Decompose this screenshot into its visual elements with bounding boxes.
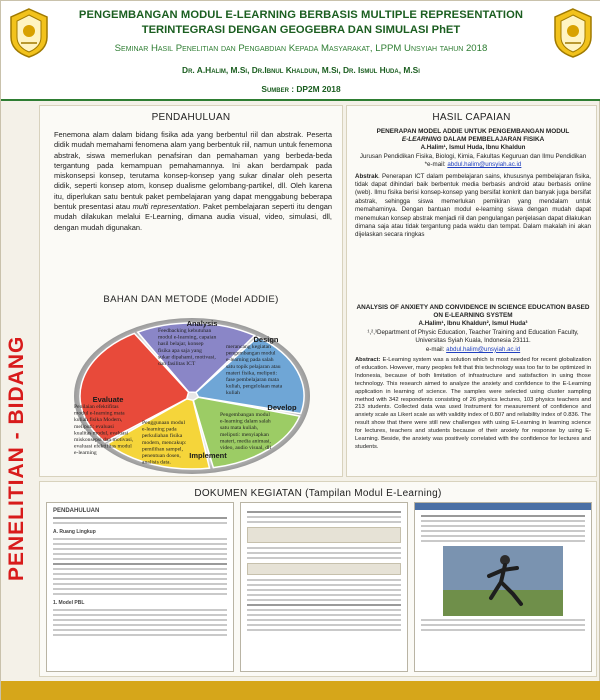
- doc1-heading: PENDAHULUAN: [53, 508, 100, 514]
- side-banner-label: PENELITIAN - BIDANG: [5, 335, 28, 581]
- poster-header: [1, 1, 600, 101]
- paper2-authors: A.Halim¹, Ibnu Khaldun², Ismul Huda³: [418, 320, 528, 328]
- paper2-title: ANALYSIS OF ANXIETY AND CONVIDENCE IN SCIENCE EDUCATION BASED ON E-LEARNING SYSTEM: [356, 304, 590, 320]
- paper1-email-label: *e-mail:: [424, 161, 448, 169]
- method-title: BAHAN DAN METODE (Model ADDIE): [103, 294, 279, 305]
- paper1-abstract-label: Abstrak: [355, 172, 379, 180]
- paper2-abstract-label: Abstract:: [355, 357, 381, 364]
- doc2-table-image: [247, 563, 401, 575]
- paper1-abstract-text: . Penerapan ICT dalam pembelajaran sains, khususnya pembelajaran fisika, tidak dapat dihindari baik berbentuk media berbasis android atau berbasis online (web). Ilmu fisika berisi konsep-konsep yang bersifat konkrit dan banyak juga bersifat abstrak, sehingga siswa memerlukan pemikiran yang mendalam untuk memahaminya. Dengan bantuan modul e-learning siswa dengan mudah dapat menemukan konsep abstrak menjadi riil dan pengulangan penjelasan dapat dilakukan dimana saja atau tidak tergantung pada waktu dan tempat. Dalam makalah ini akan dijelaskan secara ringkas: [355, 172, 591, 239]
- poster-title-line1: PENGEMBANGAN MODUL E-LEARNING BERBASIS MULTIPLE REPRESENTATION: [78, 9, 524, 21]
- addie-label-implement: Implement: [189, 451, 227, 460]
- poster-funding: Sumber : DP2M 2018: [261, 84, 341, 94]
- poster-subtitle: Seminar Hasil Penelitian dan Pengabdian Kepada Masyarakat, LPPM Unsyiah tahun 2018: [114, 43, 488, 54]
- paper1-email-line: [355, 161, 591, 169]
- addie-label-evaluate: Evaluate: [92, 395, 124, 404]
- addie-text-implement: Penggunaan modul e-learning pada perkuliahan fisika modern, mencakup: pemilihan sampel, penentuan dosen, analisis data.: [142, 420, 187, 466]
- paper2-block: [355, 304, 591, 452]
- paper2-email-line: [355, 346, 591, 354]
- intro-text-part1: Fenemona alam dalam bidang fisika ada yang berbentul riil dan abstrak. Peserta didik mudah memahami fenomena alam yang berbentuk riil, namun untuk fenemona abstrak, siswa memerlukan penafsiran dan pemahaman yang berbeda-beda tergantung pada kemampuan pemahamannya. Ini akan berdampak pada miskonsepsi konsep, terutama konsep-konsep yang sukar dinalar oleh peserta didik, seperti konsep atom, konsep dualisme gelombang-partikel, dll. Oleh karena itu, diperlukan satu bentuk paket pembelajaran yang dapat menggabung beberapa bentuk presentasi atau: [54, 130, 332, 212]
- document-screenshots: [46, 502, 592, 674]
- doc3-runner-photo: [443, 546, 563, 616]
- addie-label-analysis: Analysis: [186, 319, 218, 328]
- paper1-block: [355, 128, 591, 240]
- doc2-graph-image: [247, 527, 401, 543]
- doc-screenshot-3: [414, 502, 592, 672]
- paper2-email-label: e-mail:: [425, 345, 447, 353]
- intro-method-panel: [39, 105, 343, 477]
- paper1-title-italic: E-LEARNING: [401, 136, 442, 144]
- paper2-affiliation: ¹,²,³Department of Physic Education, Teacher Training and Education Faculty, Universitas Syiah Kuala, Indonesia 23111.: [367, 328, 579, 345]
- addie-label-design: Design: [253, 335, 279, 344]
- footer-strip: [1, 681, 600, 700]
- documents-title: DOKUMEN KEGIATAN (Tampilan Modul E-Learning): [194, 488, 442, 499]
- results-panel: [346, 105, 597, 477]
- addie-text-evaluate: Penilaian efektifitas modul e-learning mata kuliah fisika Modern, meliputi: evaluasi kualitas modul, evaluasi miskonsepsi dan motivasi, evaluasi efektifitas modul e-learning: [74, 404, 134, 457]
- doc1-subheading2: 1. Model PBL: [53, 600, 85, 606]
- addie-label-develop: Develop: [267, 403, 297, 412]
- paper2-abstract-text: E-Learning system was a solution which is most needed for recent globalization of education. However, many peoples felt that this technology was too far to be optimized in Indonesia, because of both limitation of infrastructure and satisfaction in using those technology. This research aimed to analyze the anxiety and confidence to the E-Learning application in learning of science. The samples were selected using cluster sampling method with 342 respondents consisting of 26 physics lectures, 103 physics teachers and 213 students. Collected data was used Instrument for measurement of confidence and anxiety scale as Likert scale as with validity index of 0.807 and reliability index of 0.836. The result show that there were still new challenges with using E-Learning in learning science for lectures, teachers and students because of their anxiety for response by using E-Learning. Beside, the anxiety was positively correlated with the confidence for lectures and students.: [355, 357, 591, 450]
- paper1-email-link[interactable]: abdul.halim@unsyiah.ac.id: [447, 161, 522, 169]
- intro-text-part2: . Paket pembelajaran seperti itu dengan mudah dilakukan melalui E-Learning, dimana audia visual, video, simulasi, dll, dengan mudah digunakan.: [54, 202, 332, 232]
- intro-text: [54, 130, 332, 233]
- addie-cycle-diagram: [50, 308, 334, 476]
- paper1-title-rest: DALAM PEMBELAJARAN FISIKA: [441, 136, 545, 144]
- documents-panel: [39, 481, 597, 677]
- doc3-topbar: [415, 503, 591, 510]
- paper1-authors: A.Halim¹, Ismul Huda, Ibnu Khaldun: [420, 144, 526, 152]
- paper1-abstract: [355, 173, 591, 240]
- poster-title-line2: TERINTEGRASI DENGAN GEOGEBRA DAN SIMULASI PhET: [141, 24, 461, 36]
- addie-text-analysis: Feedbacking kebutuhan modul e-learning, capaian hasil belajar, konsep fisika apa saja yang sukar dipahami, motivasi, dan fasilitas ICT: [158, 328, 217, 367]
- doc-screenshot-1: [46, 502, 234, 672]
- intro-text-italic: multi representation: [132, 202, 199, 212]
- results-title: HASIL CAPAIAN: [432, 112, 511, 123]
- paper2-abstract: [355, 357, 591, 452]
- addie-text-develop: Pengembangan modul e-learning dalam salah satu mata kuliah, meliputi: menyiapkan materi, media animasi, video, audio visual, dll: [220, 412, 272, 451]
- poster-authors: Dr. A.Halim, M.Si, Dr.Ibnul Khaldun, M.Si, Dr. Ismul Huda, M.Si: [182, 65, 420, 75]
- doc1-subheading: A. Ruang Lingkup: [53, 529, 96, 535]
- university-logo-right: [551, 7, 595, 59]
- paper1-title: [355, 128, 591, 144]
- paper2-email-link[interactable]: abdul.halim@unsyiah.ac.id: [446, 345, 521, 353]
- addie-text-design: merancang kegiatan pengembangan modul e-learning pada salah satu topik pelajaran atau materi fisika, meliputi: fase pembelajaran mata kuliah, pengelolaan mata kuliah: [226, 344, 283, 397]
- intro-title: PENDAHULUAN: [151, 112, 231, 123]
- university-logo-left: [7, 7, 51, 59]
- paper1-affiliation: Jurusan Pendidikan Fisika, Biologi, Kimia, Fakultas Keguruan dan Ilmu Pendidikan: [359, 152, 587, 160]
- doc-screenshot-2: [240, 502, 408, 672]
- paper1-title-line1: PENERAPAN MODEL ADDIE UNTUK PENGEMBANGAN MODUL: [376, 128, 570, 135]
